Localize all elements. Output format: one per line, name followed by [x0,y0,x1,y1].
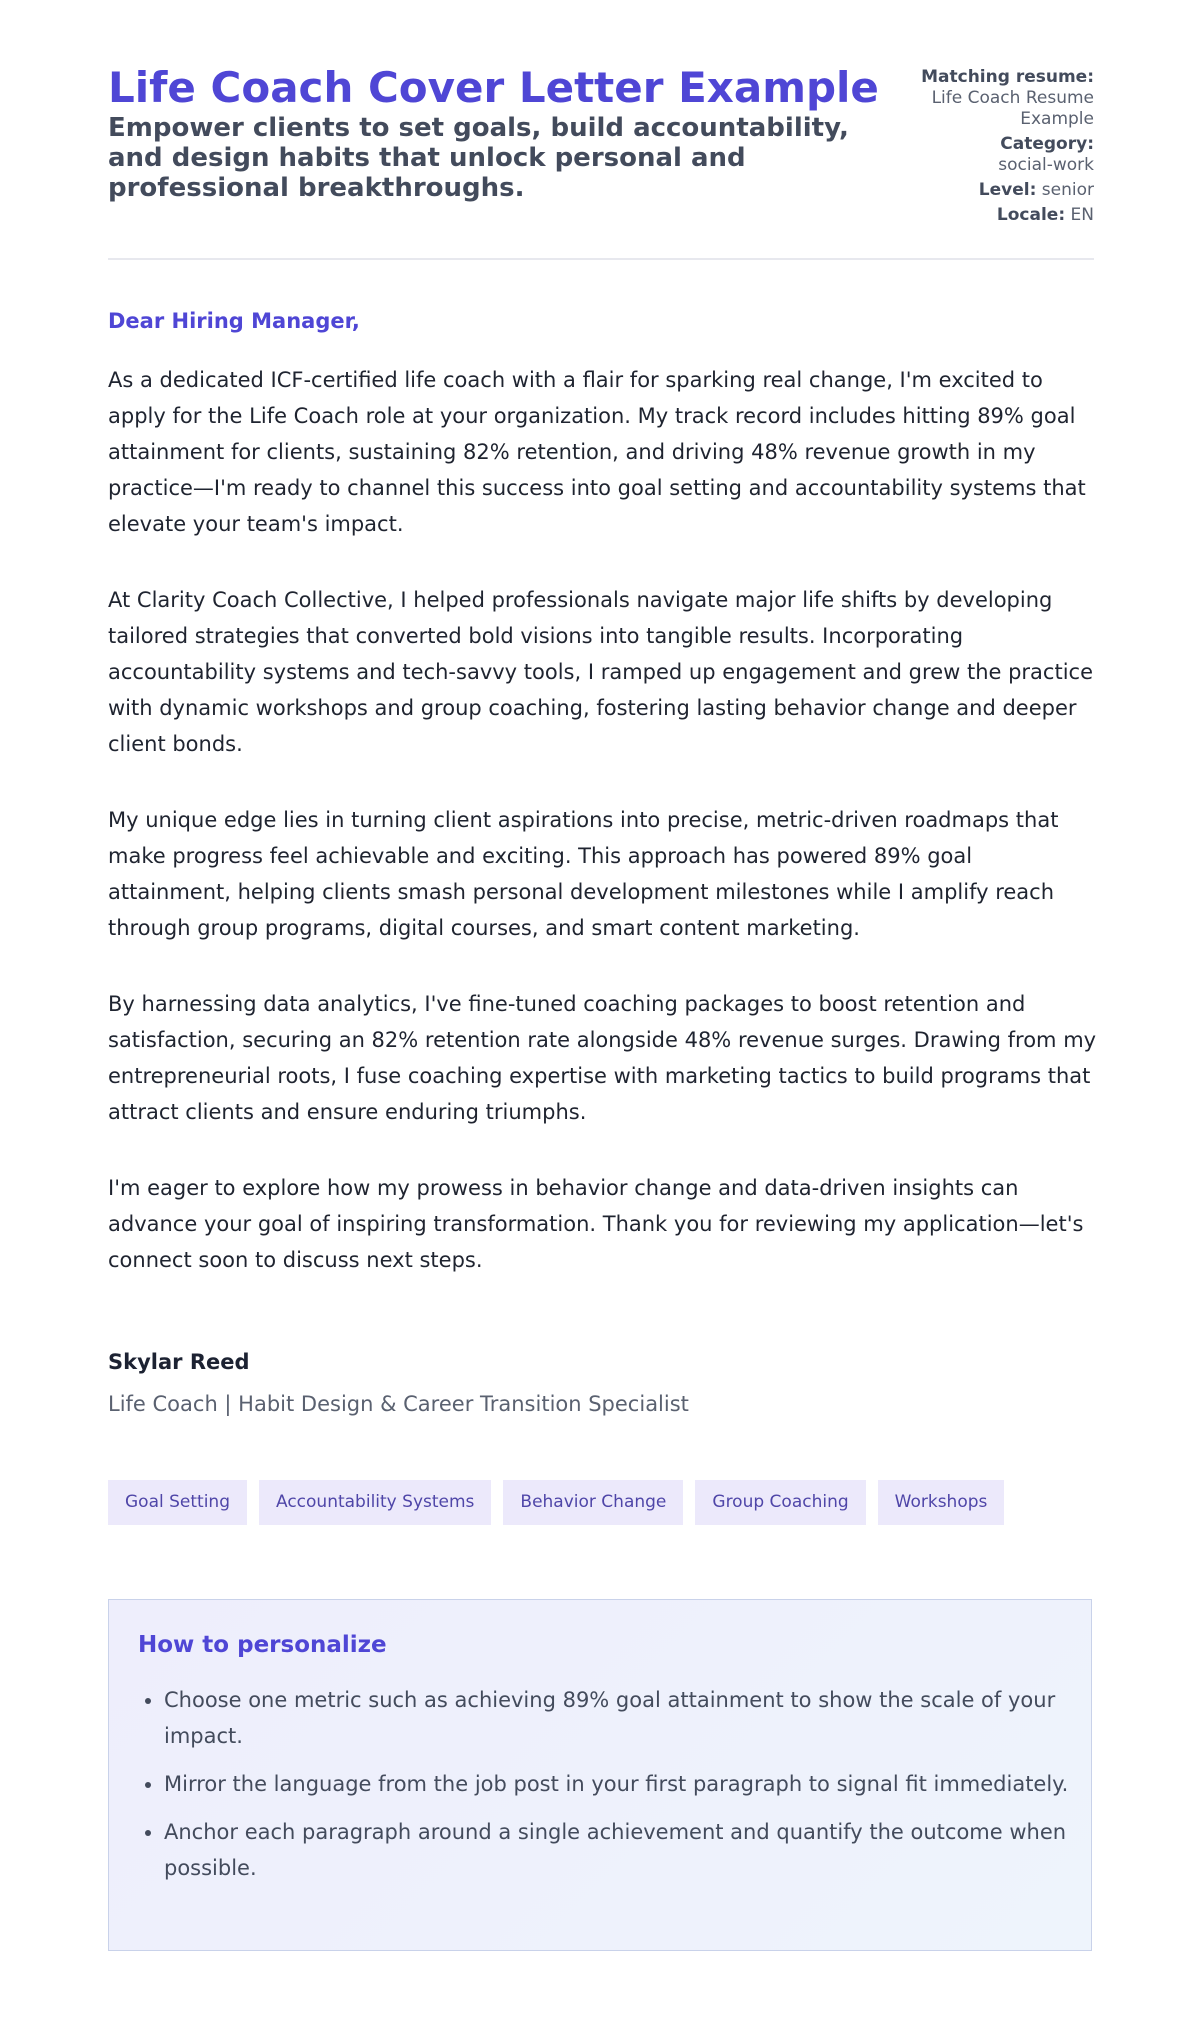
tips-list [138,1682,1084,1898]
skill-tag: Group Coaching [695,1480,865,1525]
meta-category [974,134,1094,176]
meta-level-value: senior [1041,180,1094,200]
personalize-tips-panel [108,1599,1092,1951]
signature-name: Skylar Reed [108,1350,250,1374]
salutation: Dear Hiring Manager, [108,309,360,333]
tips-title: How to personalize [138,1632,387,1658]
tip-item: • Mirror the language from the job post in your first paragraph to signal fit immediately. [164,1766,1084,1802]
meta-locale-value: EN [1070,205,1094,225]
signature-title: Life Coach | Habit Design & Career Transition Specialist [108,1392,689,1416]
letter-paragraph-4: By harnessing data analytics, I've fine-tuned coaching packages to boost retention and satisfaction, securing an 82% retention rate alongside 48% revenue surges. Drawing from my entrepreneurial roots, I fuse coaching expertise with marketing tactics to build programs that attract clients and ensure enduring triumphs. [108,992,1097,1124]
meta-locale [894,205,1094,226]
letter-paragraph-5: I'm eager to explore how my prowess in behavior change and data-driven insights can advance your goal of inspiring transformation. Thank you for reviewing my application—let's connect soon to discuss next steps. [108,1176,1084,1272]
meta-category-value: social-work [998,155,1094,175]
letter-paragraph-1: As a dedicated ICF-certified life coach with a flair for sparking real change, I'm excited to apply for the Life Coach role at your organization. My track record includes hitting 89% goal attainment for clients, sustaining 82% retention, and driving 48% revenue growth in my practice—I'm ready to channel this success into goal setting and accountability systems that elevate your team's impact. [108,368,1086,536]
meta-matching-resume-value: Life Coach Resume Example [931,88,1094,129]
tip-item: • Choose one metric such as achieving 89% goal attainment to show the scale of your impact. [164,1682,1084,1754]
page-subtitle: Empower clients to set goals, build accountability, and design habits that unlock personal and professional breakthroughs. [108,113,849,203]
skill-tag: Goal Setting [108,1480,247,1525]
cover-letter-page [108,0,1097,1880]
page-title: Life Coach Cover Letter Example [108,63,879,112]
meta-category-label: Category: [1000,134,1094,154]
letter-paragraph-2: At Clarity Coach Collective, I helped professionals navigate major life shifts by developing tailored strategies that converted bold visions into tangible results. Incorporating accountability systems and tech-savvy tools, I ramped up engagement and grew the practice with dynamic workshops and group coaching, fostering lasting behavior change and deeper client bonds. [108,588,1094,756]
meta-locale-label: Locale: [996,205,1066,225]
skill-tag: Accountability Systems [259,1480,491,1525]
meta-level [894,180,1094,201]
skill-tag: Behavior Change [503,1480,683,1525]
page-header [108,0,1094,260]
skill-tags [108,1480,1004,1525]
skill-tag: Workshops [878,1480,1005,1525]
letter-paragraph-3: My unique edge lies in turning client aspirations into precise, metric-driven roadmaps that make progress feel achievable and exciting. This approach has powered 89% goal attainment, helping clients smash personal development milestones while I amplify reach through group programs, digital courses, and smart content marketing. [108,808,1059,940]
meta-level-label: Level: [978,180,1037,200]
meta-panel [894,67,1094,230]
tip-item: • Anchor each paragraph around a single achievement and quantify the outcome when possible. [164,1814,1084,1886]
meta-matching-resume-label: Matching resume: [921,67,1094,87]
meta-matching-resume [894,67,1094,130]
